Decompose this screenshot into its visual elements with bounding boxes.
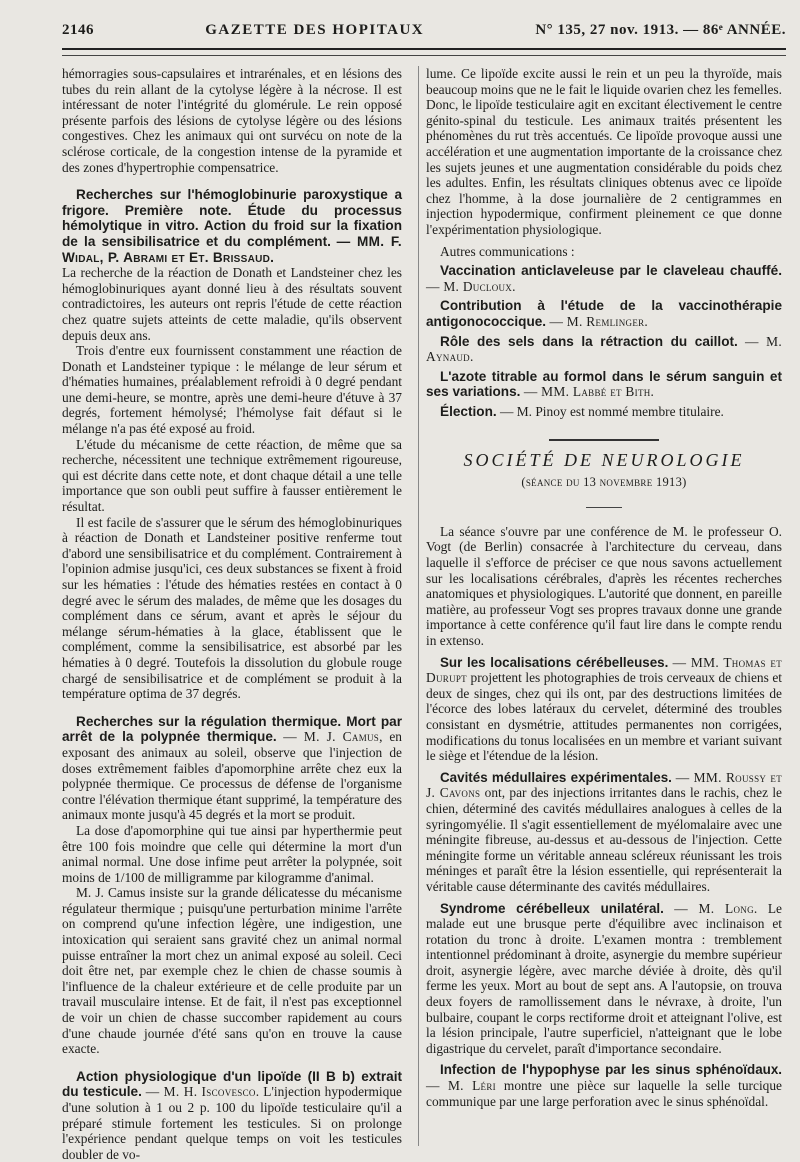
section-paragraph [426,770,782,895]
paragraph: La recherche de la réaction de Donath et Landsteiner chez les hémoglobinuriques ayant donné lieu à des résultats souvent contradictoires, les auteurs ont repris l'étude de cette réaction chez quatre sujets atteints de cette maladie, qu'ils observent depuis deux ans. [62,265,402,343]
paragraph: La séance s'ouvre par une conférence de M. le professeur O. Vogt (de Berlin) consacrée à l'architecture du cerveau, dans laquelle il s'efforce de préciser ce que nous savons actuellement sur les localisations cérébrales, d'après les récentes recherches anatomiques et physiologiques. L'autorité que donnent, en pareille matière, au professeur Vogt ses propres travaux donne une grande importance à cette conférence qu'il faut lire dans le compte rendu in extenso. [426,523,782,648]
section-authors: — M. Léri [426,1078,496,1094]
communication-authors: — M. Ducloux. [426,278,516,294]
header-rule-thin [62,55,786,56]
section-heading [62,187,402,265]
section-title: Sur les localisations cérébelleuses. [440,654,669,670]
page-header [62,22,786,44]
column-separator [418,66,419,1146]
section-title: Syndrome cérébelleux unilatéral. [440,900,664,916]
short-divider [426,496,782,512]
communication-authors: — M. Remlinger. [549,313,649,329]
section-lipoide [62,1069,402,1162]
communication-item [426,334,782,365]
paragraph: Trois d'entre eux fournissent constamment une réaction de Donath et Landsteiner typique : le mélange de leur sérum et d'hématies humaines, préalablement refroidi à 0 degré pendant une demi-heure, se montre, après une demi-heure d'étuve à 37 degrés, fortement hémolysé; l'hémolyse fait défaut si le mélange n'a pas été exposé au froid. [62,343,402,437]
page-number: 2146 [62,22,94,38]
section-text: projettent les photographies de trois cerveaux de chiens et deux de singes, chez qui ils ont, par des destructions limitées de l'écorce des lobes latéraux du cervelet, déterminé des troubles consistant en dysmétrie, attitudes permanentes non corrigées, modifications du tonus localisées en un membre et variant suivant le siège et l'étendue de la lésion. [426,670,782,764]
section-text: ont, par des injections irritantes dans le rachis, chez le chien, déterminé des cavités médullaires analogues à celles de la syringomyélie. Il s'agit essentiellement de myélomalaire avec une méningite fibreuse, au-dessus et au-dessous de l'injection. Cette méningite forme un véritable anneau scléreux réunissant les trois méninges et paraît être la lésion essentielle, qui représenterait la véritable cause déterminante des cavités médullaires. [426,785,782,894]
communication-title: Rôle des sels dans la rétraction du caillot. [440,333,738,349]
communication-title: Contribution à l'étude de la vaccinothérapie antigonococcique. [426,298,782,329]
paragraph: L'étude du mécanisme de cette réaction, de même que sa recherche, nécessitent une technique extrêmement rigoureuse, qui est décrite dans cette note, et dont chaque détail a une telle importance que son oubli peut suffire à fausser entièrement le résultat. [62,436,402,515]
communication-title: L'azote titrable au formol dans le sérum sanguin et ses variations. [426,368,782,400]
section-text: L'injection hypodermique d'une solution à 1 ou 2 p. 100 du lipoïde testiculaire qu'il a préparé stimule fortement les testicules. Si on prolonge l'expérience pendant quelque temps on voit les testicules doubler de vo- [62,1084,402,1162]
other-communications-label: Autres communications : [440,243,575,259]
section-text: en exposant des animaux au soleil, observe que l'injection de doses extrêmement faibles d'apomorphine arrête chez eux la polypnée thermique. Ce processus de défense de l'organisme contre l'élévation thermique étant supprimé, la température des animaux monte jusqu'à 45 degrés et la mort se produit. [62,729,402,823]
paragraph: lume. Ce lipoïde excite aussi le rein et un peu la thyroïde, mais beaucoup moins que ne le fait le liquide ovarien chez les femelles. Donc, le lipoïde testiculaire agit en excitant électivement le centre génito-spinal du testicule. Les animaux traités présentent les phénomènes du rut très accentués. Ce lipoïde provoque aussi une accélération et une augmentation importante de la croissance chez les sujets jeunes et une augmentation considérable du poids chez les adultes. Enfin, les résultats cliniques obtenus avec ce lipoïde chez l'homme, à la dose journalière de 2 centigrammes en injection hypodermique, confirment pleinement ce que donne l'expérimentation physiologique. [426,66,782,237]
section-paragraph [426,655,782,764]
paragraph: La dose d'apomorphine qui tue ainsi par hyperthermie peut être 100 fois moindre que celle qui détermine la mort d'un animal normal. Une dose infime peut arrêter la polypnée, soit moins de 1/100 de milligramme par kilogramme d'animal. [62,822,402,885]
communication-item [426,404,782,420]
section-divider [426,429,782,445]
section-authors: — M. J. Camus, [283,729,383,745]
communication-title: Élection. [440,403,497,419]
section-title: Cavités médullaires expérimentales. [440,769,672,785]
section-paragraph [426,1062,782,1109]
section-authors: — MM. F. Widal, P. Abrami et Et. Brissaud. [62,233,403,265]
paragraph: Il est facile de s'assurer que le sérum des hémoglobinuriques à réaction de Donath et Landsteiner positive renferme tout d'abord une sensibilisatrice et du complément. Contrairement à l'opinion admise jusqu'ici, ces deux substances se fixent à froid sur les hématies : l'étude des hématies restées en contact à 0 degré avec le sérum des malades, de même que les dosages du complément dans ce sérum, avant et après le séjour du mélange sérum-hématies à la glace, établissent que le complément, comme la sensibilisatrice, est absorbé par les hématies à 0 degré. Toutefois la dissolution du globule rouge chargé de sensibilisatrice et de complément se produit à la température optima de 37 degrés. [62,514,402,702]
section-authors: — MM. Roussy et J. Cavons [426,769,782,801]
communication-authors: — M. Aynaud. [426,333,782,365]
section-text: Le malade eut une brusque perte d'équilibre avec inclinaison et rotation du tronc à droite. L'examen montra : tremblement intentionnel prédominant à droite, asynergie du membre supérieur droit, asynergie légère, avec marche déviée à droite, dès qu'il ferme les yeux. Mort au bout de sept ans. A l'autopsie, on trouva deux foyers de ramollissement dans le névraxe, à droite, l'un bulbaire, coupant le corps rectiforme droit et atteignant l'olive, est la lésion principale, l'autre superficiel, n'atteignant que le lobe digastrique du cervelet, paraît d'importance secondaire. [426,900,782,1056]
paragraph: M. J. Camus insiste sur la grande délicatesse du mécanisme régulateur thermique ; puisqu'une perturbation minime l'arrête on comprend qu'une infection légère, une indigestion, une intoxication qui seraient sans gravité chez un animal normal puisse entraîner la mort chez un animal exposé au soleil. Ceci doit être net, par exemple chez le chien de chasse soumis à l'influence de la chaleur extérieure et de celle produite par un travail musculaire intense. Et de fait, il n'est pas exceptionnel de voir un chien de chasse succomber rapidement au cours d'une chaude journée d'été sans qu'on en trouve la cause exacte. [62,885,402,1057]
section-authors: — M. H. Iscovesco. [145,1084,260,1100]
section-title: Action physiologique d'un lipoïde (II B b) extrait du testicule. [62,1068,402,1100]
paragraph: hémorragies sous-capsulaires et intrarénales, et en lésions des tubes du rein allant de la cytolyse légère à la nécrose. Il est intéressant de noter l'intégrité du glomérule. Le rein opposé présente parfois des lésions de cytolyse légère ou des lésions congestives. Chez les animaux qui ont survécu on note de la sclérose corticale, de la congestion intense de la pyramide et des zones d'hypertrophie compensatrice. [62,66,402,175]
section-authors: — MM. Thomas et Durupt [426,654,782,686]
communication-text: — M. Pinoy est nommé membre titulaire. [500,403,724,419]
section-authors: — M. Long. [674,900,758,916]
section-text: montre une pièce sur laquelle la selle turcique communique par une large perforation avec le sinus sphénoïdal. [426,1078,782,1109]
section-paragraph [62,714,402,823]
communication-authors: — MM. Labbé et Bith. [523,384,655,400]
journal-title: GAZETTE DES HOPITAUX [205,22,425,38]
session-date: (séance du 13 novembre 1913) [521,474,687,489]
society-heading: SOCIÉTÉ DE NEUROLOGIE [463,450,745,471]
issue-info: N° 135, 27 nov. 1913. — 86ᵉ ANNÉE. [535,22,786,38]
communication-item [426,369,782,400]
section-regulation-thermique [62,714,402,1057]
section-title: Infection de l'hypophyse par les sinus sphénoïdaux. [440,1062,782,1078]
left-column [62,66,403,1162]
communication-item [426,263,782,294]
section-title: Recherches sur l'hémoglobinurie paroxystique a frigore. Première note. Étude du processus hémolytique in vitro. Action du froid sur la fixation de la sensibilisatrice et du complément. [62,187,402,249]
section-paragraph [426,901,782,1057]
right-column [426,66,782,1146]
section-title: Recherches sur la régulation thermique. Mort par arrêt de la polypnée thermique. [62,713,402,745]
communication-item [426,298,782,329]
section-hemoglobinurie [62,187,402,702]
section-paragraph [62,1069,402,1162]
header-rule [62,48,786,50]
communication-title: Vaccination anticlaveleuse par le claveleau chauffé. [440,263,782,279]
